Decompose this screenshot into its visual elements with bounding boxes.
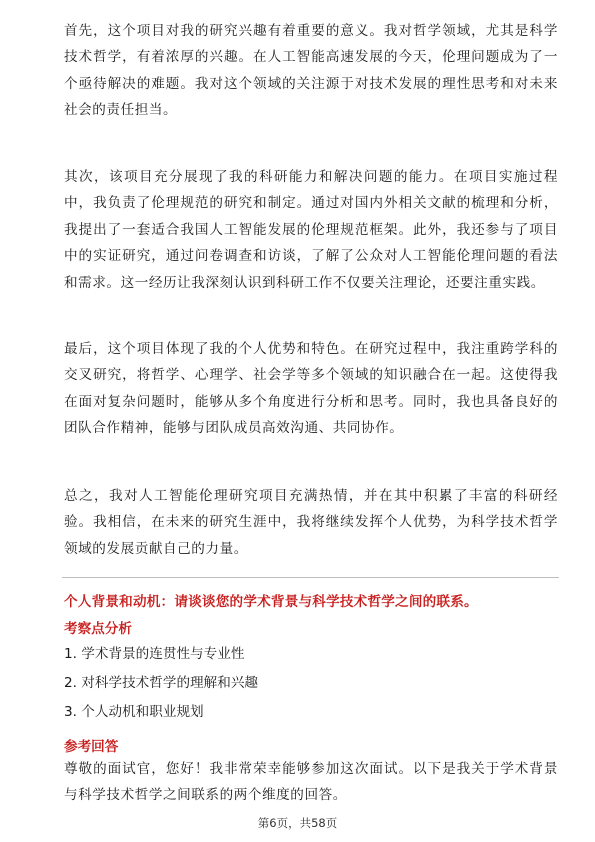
- answer-paragraph: 尊敬的面试官，您好！我非常荣幸能够参加这次面试。以下是我关于学术背景与科学技术哲学之间联系的两个维度的回答。: [64, 761, 558, 804]
- analysis-points-list: [64, 640, 258, 727]
- section-divider: [62, 577, 559, 578]
- analysis-heading: 考察点分析: [64, 621, 132, 637]
- paragraph-research-interest: 首先，这个项目对我的研究兴趣有着重要的意义。我对哲学领域，尤其是科学技术哲学，有着浓厚的兴趣。在人工智能高速发展的今天，伦理问题成为了一个亟待解决的难题。我对这个领域的关注源于对技术发展的理性思考和对未来社会的责任担当。: [64, 23, 558, 119]
- list-item: 2. 对科学技术哲学的理解和兴趣: [64, 675, 259, 691]
- list-item: 3. 个人动机和职业规划: [64, 704, 204, 720]
- paragraph-personal-strengths: 最后，这个项目体现了我的个人优势和特色。在研究过程中，我注重跨学科的交叉研究，将哲学、心理学、社会学等多个领域的知识融合在一起。这使得我在面对复杂问题时，能够从多个角度进行分析和思考。同时，我也具备良好的团队合作精神，能够与团队成员高效沟通、共同协作。: [64, 341, 558, 437]
- answer-heading: 参考回答: [64, 739, 119, 755]
- page-number: 第6页，共58页: [257, 816, 338, 830]
- question-title: 个人背景和动机：请谈谈您的学术背景与科学技术哲学之间的联系。: [64, 594, 478, 610]
- paragraph-research-ability: 其次，该项目充分展现了我的科研能力和解决问题的能力。在项目实施过程中，我负责了伦理规范的研究和制定。通过对国内外相关文献的梳理和分析，我提出了一套适合我国人工智能发展的伦理规范框架。此外，我还参与了项目中的实证研究，通过问卷调查和访谈，了解了公众对人工智能伦理问题的看法和需求。这一经历让我深刻认识到科研工作不仅要关注理论，还要注重实践。: [64, 169, 558, 291]
- list-item: 1. 学术背景的连贯性与专业性: [64, 646, 245, 662]
- paragraph-conclusion: 总之，我对人工智能伦理研究项目充满热情，并在其中积累了丰富的科研经验。我相信，在未来的研究生涯中，我将继续发挥个人优势，为科学技术哲学领域的发展贡献自己的力量。: [64, 488, 558, 557]
